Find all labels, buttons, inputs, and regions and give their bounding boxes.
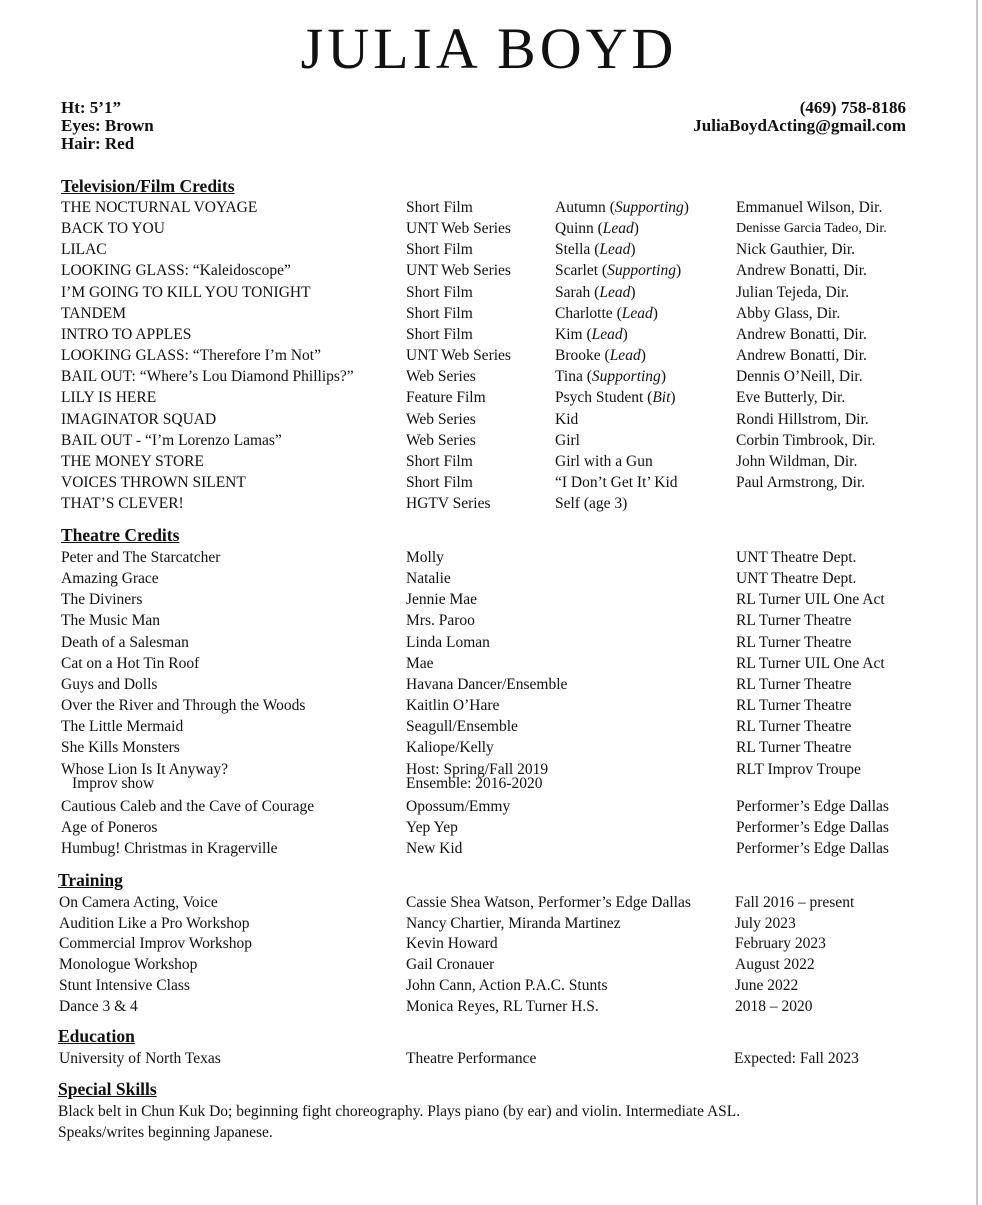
improv-ensemble-years: Ensemble: 2016-2020 (406, 775, 543, 792)
theatre-venue: RL Turner Theatre (736, 633, 852, 651)
training-teacher: Gail Cronauer (406, 956, 495, 974)
credit-type: Short Film (406, 241, 473, 259)
skills-line: Black belt in Chun Kuk Do; beginning fight choreography. Plays piano (by ear) and violin. Intermediate ASL. (58, 1103, 741, 1120)
theatre-role: Mae (406, 654, 434, 672)
credit-title: LOOKING GLASS: “Therefore I’m Not” (61, 347, 321, 365)
credit-type: UNT Web Series (406, 220, 511, 238)
theatre-role: Seagull/Ensemble (406, 718, 518, 736)
training-heading: Training (58, 870, 123, 890)
theatre-role: Havana Dancer/Ensemble (406, 675, 568, 693)
credit-role-name: Girl with a Gun (555, 452, 653, 470)
phone-number: (469) 758-8186 (799, 98, 906, 117)
credit-role-note: Bit (652, 389, 671, 407)
credit-title: THE NOCTURNAL VOYAGE (61, 199, 258, 216)
credit-role (555, 472, 678, 493)
credit-role-note: Lead (602, 220, 634, 238)
credit-role-name: Brooke (555, 347, 601, 365)
credit-title: TANDEM (61, 304, 127, 322)
credit-role: Charlotte (Lead) (555, 304, 658, 322)
theatre-venue: RL Turner Theatre (736, 697, 852, 715)
credit-type: Web Series (406, 410, 476, 428)
credit-title: LILAC (61, 241, 107, 259)
credit-type: Short Film (406, 473, 473, 491)
training-date: February 2023 (735, 935, 826, 953)
credit-role-name: Autumn (555, 199, 606, 216)
theatre-show: She Kills Monsters (61, 739, 180, 757)
credit-role-name: Self (age 3) (555, 495, 628, 513)
theatre-show: Guys and Dolls (61, 675, 158, 693)
theatre-role: Linda Loman (406, 633, 490, 651)
credit-director: Andrew Bonatti, Dir. (736, 347, 867, 365)
theatre-role: Kaliope/Kelly (406, 739, 494, 757)
credit-role: Brooke (Lead) (555, 347, 646, 365)
credit-title: IMAGINATOR SQUAD (61, 410, 217, 428)
tv-film-heading: Television/Film Credits (61, 176, 235, 196)
improv-subtitle: Improv show (72, 775, 155, 792)
credit-role (555, 493, 627, 514)
eyes-stat: Eyes: Brown (61, 116, 154, 135)
credit-role: Stella (Lead) (555, 241, 636, 259)
training-course: Commercial Improv Workshop (59, 935, 253, 953)
credit-type: Short Film (406, 199, 473, 216)
theatre-show: Death of a Salesman (61, 633, 189, 651)
credit-title: INTRO TO APPLES (61, 325, 192, 343)
credit-director: Eve Butterly, Dir. (736, 389, 846, 407)
credit-role-name: Charlotte (555, 304, 613, 322)
credit-type: Short Film (406, 325, 473, 343)
education-heading: Education (58, 1026, 135, 1046)
credit-role-name: Kid (555, 410, 579, 428)
height-stat: Ht: 5’1” (61, 98, 121, 117)
theatre-venue: RL Turner Theatre (736, 612, 852, 630)
training-teacher: Nancy Chartier, Miranda Martinez (406, 914, 621, 932)
training-course: Stunt Intensive Class (59, 976, 190, 994)
theatre-venue: RL Turner Theatre (736, 739, 852, 757)
credit-title: I’M GOING TO KILL YOU TONIGHT (61, 283, 311, 301)
theatre-venue: Performer’s Edge Dallas (736, 840, 889, 858)
theatre-show: The Little Mermaid (61, 718, 184, 736)
credit-title: BAIL OUT: “Where’s Lou Diamond Phillips?” (61, 368, 354, 386)
credit-role (555, 451, 653, 472)
theatre-show: Peter and The Starcatcher (61, 549, 221, 566)
theatre-venue: RL Turner UIL One Act (736, 591, 885, 609)
credit-title: LOOKING GLASS: “Kaleidoscope” (61, 262, 291, 280)
credit-title: VOICES THROWN SILENT (61, 473, 246, 491)
credit-role-name: Quinn (555, 220, 594, 238)
credit-type: HGTV Series (406, 495, 491, 513)
theatre-venue: RL Turner Theatre (736, 718, 852, 736)
credit-director: Paul Armstrong, Dir. (736, 473, 866, 491)
skills-text (58, 1101, 908, 1143)
theatre-venue: RLT Improv Troupe (736, 760, 861, 778)
credit-type: UNT Web Series (406, 262, 511, 280)
training-date: August 2022 (735, 956, 815, 974)
credit-role-note: Lead (609, 347, 641, 365)
hair-stat: Hair: Red (61, 134, 135, 153)
theatre-venue: RL Turner Theatre (736, 675, 852, 693)
credit-type: Short Film (406, 304, 473, 322)
credit-role-name: Scarlet (555, 262, 599, 280)
theatre-show: The Music Man (61, 612, 161, 630)
page-title: JULIA BOYD (300, 16, 678, 81)
education-program: Theatre Performance (406, 1050, 537, 1067)
credit-title: BACK TO YOU (61, 220, 165, 238)
training-course: Monologue Workshop (59, 956, 198, 974)
theatre-show: Humbug! Christmas in Kragerville (61, 840, 278, 858)
physical-stats (61, 99, 154, 153)
email-address: JuliaBoydActing@gmail.com (693, 116, 906, 135)
training-date: 2018 – 2020 (735, 997, 813, 1015)
training-date: Fall 2016 – present (735, 894, 855, 911)
credit-role-name: Tina (555, 368, 583, 386)
theatre-venue: UNT Theatre Dept. (736, 549, 857, 566)
theatre-venue: Performer’s Edge Dallas (736, 819, 889, 837)
theatre-role: Opossum/Emmy (406, 798, 511, 815)
theatre-venue: RL Turner UIL One Act (736, 654, 885, 672)
credit-director: John Wildman, Dir. (736, 452, 858, 470)
credit-director: Nick Gauthier, Dir. (736, 241, 856, 259)
training-course: On Camera Acting, Voice (59, 894, 218, 911)
credit-title: THE MONEY STORE (61, 452, 204, 470)
credit-director: Dennis O’Neill, Dir. (736, 368, 863, 386)
theatre-show: Cautious Caleb and the Cave of Courage (61, 798, 315, 815)
training-date: July 2023 (735, 914, 796, 932)
credit-type: Web Series (406, 368, 476, 386)
credit-role-note: Lead (599, 241, 631, 259)
credit-role-note: Lead (599, 283, 631, 301)
theatre-venue: UNT Theatre Dept. (736, 570, 857, 588)
credit-role: Psych Student (Bit) (555, 389, 676, 407)
theatre-role: Mrs. Paroo (406, 612, 475, 630)
theatre-role: Molly (406, 549, 444, 566)
training-course: Dance 3 & 4 (59, 997, 138, 1015)
theatre-role: Host: Spring/Fall 2019 (406, 760, 549, 778)
credit-role: Scarlet (Supporting) (555, 262, 682, 280)
education-school: University of North Texas (59, 1050, 221, 1067)
theatre-role: Jennie Mae (406, 591, 478, 609)
theatre-show: Over the River and Through the Woods (61, 697, 306, 715)
theatre-show: Whose Lion Is It Anyway? (61, 760, 229, 778)
credit-director: Julian Tejeda, Dir. (736, 283, 850, 301)
credit-role-name: Stella (555, 241, 591, 259)
training-teacher: Cassie Shea Watson, Performer’s Edge Dallas (406, 894, 691, 911)
credit-role-note: Lead (621, 304, 653, 322)
theatre-role: Natalie (406, 570, 451, 588)
credit-role: Autumn (Supporting) (555, 199, 689, 216)
credit-role-name: Girl (555, 431, 580, 449)
credit-role-name: “I Don’t Get It’ Kid (555, 473, 678, 491)
skills-heading: Special Skills (58, 1079, 157, 1099)
credit-type: Short Film (406, 452, 473, 470)
training-teacher: Kevin Howard (406, 935, 498, 953)
theatre-venue: Performer’s Edge Dallas (736, 798, 889, 815)
credit-type: Web Series (406, 431, 476, 449)
training-teacher: Monica Reyes, RL Turner H.S. (406, 997, 599, 1015)
theatre-show: Amazing Grace (61, 570, 159, 588)
credit-director: Corbin Timbrook, Dir. (736, 431, 876, 449)
credit-director: Abby Glass, Dir. (736, 304, 841, 322)
credit-director: Denisse Garcia Tadeo, Dir. (736, 221, 887, 237)
credit-role-name: Psych Student (555, 389, 644, 407)
credit-role-note: Supporting (607, 262, 676, 280)
credit-role: Sarah (Lead) (555, 283, 636, 301)
credit-role-note: Supporting (591, 368, 661, 386)
contact-info (693, 99, 906, 135)
theatre-heading: Theatre Credits (61, 525, 180, 545)
credit-role: Quinn (Lead) (555, 220, 639, 238)
credit-role: Kim (Lead) (555, 325, 628, 343)
training-course: Audition Like a Pro Workshop (59, 914, 250, 932)
credit-role-note: Lead (591, 325, 623, 343)
credit-type: Feature Film (406, 389, 486, 407)
training-date: June 2022 (735, 976, 799, 994)
credit-role: Tina (Supporting) (555, 368, 666, 386)
theatre-show: Age of Poneros (61, 819, 158, 837)
credit-title: BAIL OUT - “I’m Lorenzo Lamas” (61, 431, 282, 449)
training-teacher: John Cann, Action P.A.C. Stunts (406, 976, 608, 994)
credit-role (555, 430, 580, 451)
theatre-role: New Kid (406, 840, 463, 858)
credit-director: Andrew Bonatti, Dir. (736, 325, 867, 343)
credit-director: Emmanuel Wilson, Dir. (736, 199, 883, 216)
credit-role (555, 409, 578, 430)
credit-role-name: Sarah (555, 283, 591, 301)
theatre-show: The Diviners (61, 591, 143, 609)
skills-line: Speaks/writes beginning Japanese. (58, 1124, 273, 1141)
credit-director: Rondi Hillstrom, Dir. (736, 410, 869, 428)
credit-type: Short Film (406, 283, 473, 301)
theatre-show: Cat on a Hot Tin Roof (61, 654, 200, 672)
credit-director: Andrew Bonatti, Dir. (736, 262, 867, 280)
credit-role-note: Supporting (614, 199, 684, 216)
education-date: Expected: Fall 2023 (734, 1050, 859, 1067)
theatre-role: Kaitlin O’Hare (406, 697, 500, 715)
credit-title: LILY IS HERE (61, 389, 157, 407)
credit-role-name: Kim (555, 325, 583, 343)
theatre-role: Yep Yep (406, 819, 458, 837)
credit-title: THAT’S CLEVER! (61, 495, 184, 513)
credit-type: UNT Web Series (406, 347, 511, 365)
